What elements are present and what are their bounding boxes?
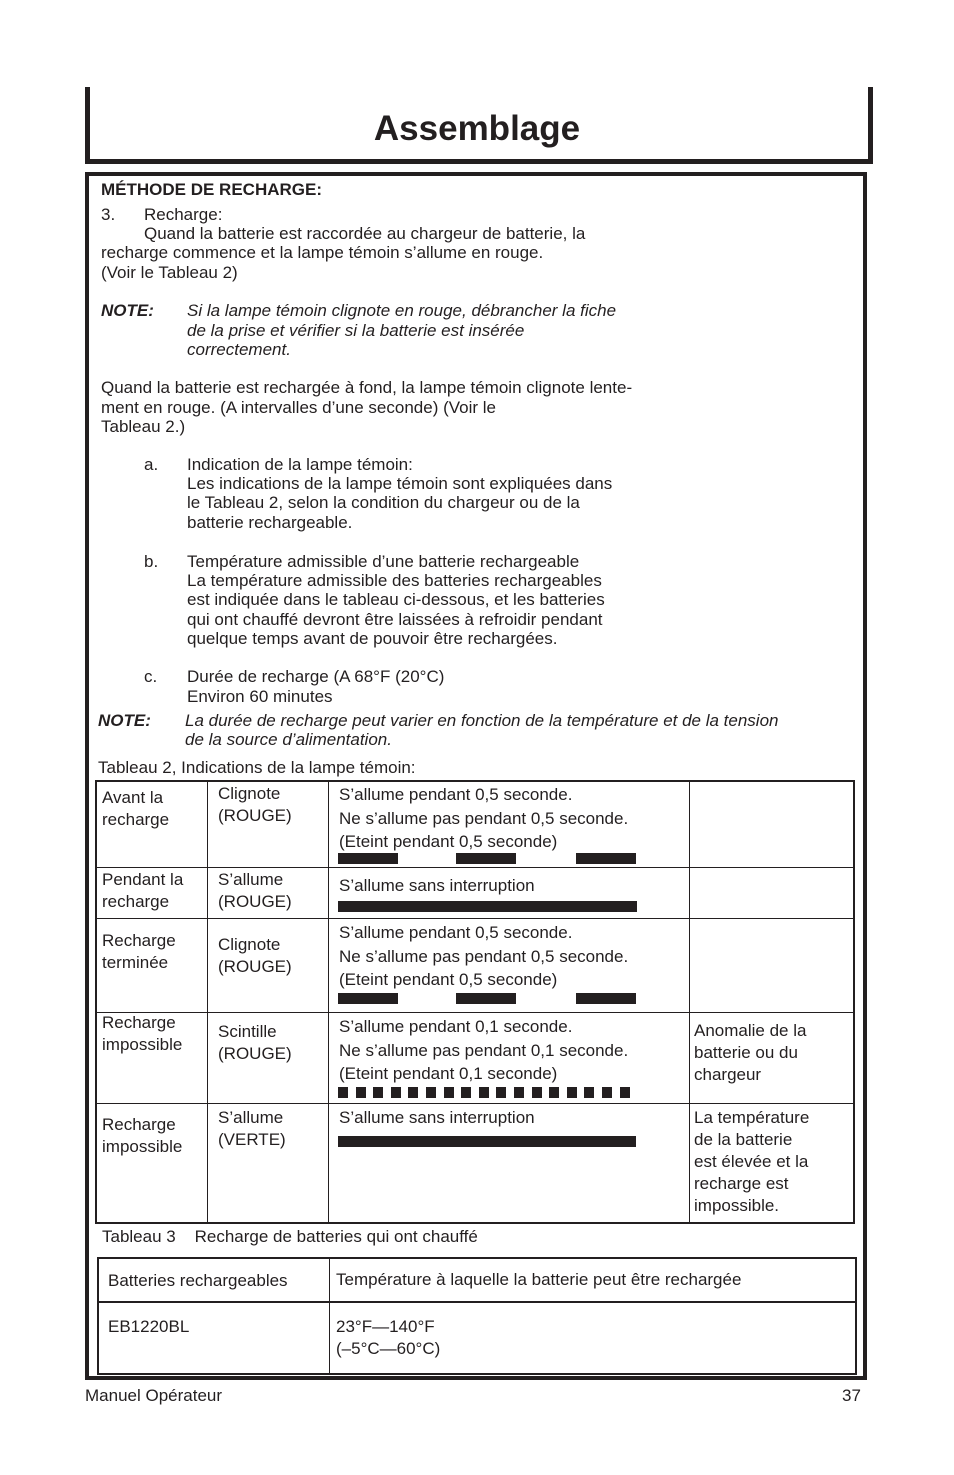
- step-line: Quand la batterie est raccordée au chargeur de batterie, la: [144, 224, 586, 243]
- column-divider: [689, 782, 690, 1222]
- paragraph-line: Quand la batterie est rechargée à fond, la lampe témoin clignote lente-: [101, 378, 633, 397]
- lamp-flicker-dash: [532, 1087, 542, 1098]
- desc-cell: S’allume sans interruption: [339, 876, 535, 895]
- paragraph-line: Tableau 2.): [101, 417, 186, 436]
- column-divider: [329, 1259, 330, 1373]
- item-line: Environ 60 minutes: [187, 687, 333, 706]
- method-heading: MÉTHODE DE RECHARGE:: [101, 180, 323, 199]
- table2-caption: Tableau 2, Indications de la lampe témoin:: [98, 758, 416, 777]
- item-line: Les indications de la lampe témoin sont expliquées dans: [187, 474, 613, 493]
- desc-cell: S’allume pendant 0,5 seconde. Ne s’allume pas pendant 0,5 seconde. (Eteint pendant 0,5 seconde): [339, 923, 629, 989]
- lamp-flicker-dash: [426, 1087, 436, 1098]
- page-title: Assemblage: [373, 109, 581, 148]
- item-letter: b.: [144, 552, 159, 571]
- desc-cell: S’allume pendant 0,5 seconde. Ne s’allume pas pendant 0,5 seconde. (Eteint pendant 0,5 seconde): [339, 785, 629, 851]
- note-line: La durée de recharge peut varier en fonction de la température et de la tension: [185, 711, 779, 730]
- row-divider: [97, 1012, 853, 1013]
- note-line: correctement.: [187, 340, 291, 359]
- item-line: le Tableau 2, selon la condition du chargeur ou de la: [187, 493, 580, 512]
- lamp-on-segment: [338, 853, 398, 864]
- desc-cell: S’allume sans interruption: [339, 1108, 535, 1127]
- item-line: Indication de la lampe témoin:: [187, 455, 413, 474]
- step-number: 3.: [101, 205, 116, 224]
- footer-title: Manuel Opérateur: [85, 1386, 223, 1405]
- state-cell: Recharge impossible: [102, 1115, 183, 1156]
- lamp-flicker-dash: [602, 1087, 612, 1098]
- lamp-on-segment: [456, 853, 516, 864]
- step-line: recharge commence et la lampe témoin s’allume en rouge.: [101, 243, 544, 262]
- lamp-on-segment: [576, 993, 636, 1004]
- lamp-flicker-dash: [356, 1087, 366, 1098]
- column-divider: [328, 782, 329, 1222]
- indicator-table: [95, 780, 855, 1224]
- desc-cell: S’allume pendant 0,1 seconde. Ne s’allume pas pendant 0,1 seconde. (Eteint pendant 0,1 seconde): [339, 1017, 629, 1083]
- lamp-flicker-dash: [620, 1087, 630, 1098]
- row-divider: [99, 1301, 855, 1303]
- item-line: est indiquée dans le tableau ci-dessous, et les batteries: [187, 590, 605, 609]
- lamp-on-segment: [456, 993, 516, 1004]
- temperature-table: [97, 1257, 857, 1375]
- lamp-flicker-dash: [338, 1087, 348, 1098]
- item-letter: a.: [144, 455, 159, 474]
- step-line: (Voir le Tableau 2): [101, 263, 238, 282]
- column-divider: [207, 782, 208, 1222]
- lamp-flicker-dash: [567, 1087, 577, 1098]
- item-line: La température admissible des batteries rechargeables: [187, 571, 602, 590]
- battery-model: EB1220BL: [108, 1317, 190, 1336]
- state-cell: Avant la recharge: [102, 788, 170, 829]
- lamp-steady-bar: [338, 1136, 636, 1147]
- page-number: 37: [842, 1386, 861, 1405]
- item-line: Durée de recharge (A 68°F (20°C): [187, 667, 445, 686]
- note-line: Si la lampe témoin clignote en rouge, débrancher la fiche: [187, 301, 617, 320]
- remark-cell: La température de la batterie est élevée et la recharge est impossible.: [694, 1108, 810, 1215]
- lamp-flicker-dash: [479, 1087, 489, 1098]
- temperature-range: 23°F—140°F (–5°C—60°C): [336, 1317, 441, 1358]
- lamp-cell: S’allume (ROUGE): [218, 870, 292, 911]
- note-label: NOTE:: [98, 711, 151, 730]
- lamp-cell: S’allume (VERTE): [218, 1108, 286, 1149]
- lamp-flicker-dash: [549, 1087, 559, 1098]
- lamp-flicker-dash: [444, 1087, 454, 1098]
- table3-header: Température à laquelle la batterie peut être rechargée: [336, 1270, 742, 1289]
- lamp-flicker-dash: [514, 1087, 524, 1098]
- lamp-flicker-dash: [584, 1087, 594, 1098]
- lamp-flicker-dash: [461, 1087, 471, 1098]
- note-line: de la prise et vérifier si la batterie est insérée: [187, 321, 525, 340]
- item-line: batterie rechargeable.: [187, 513, 353, 532]
- state-cell: Recharge impossible: [102, 1013, 183, 1054]
- item-line: qui ont chauffé devront être laissées à refroidir pendant: [187, 610, 603, 629]
- note-label: NOTE:: [101, 301, 154, 320]
- step-label: Recharge:: [144, 205, 223, 224]
- paragraph-line: ment en rouge. (A intervalles d’une seconde) (Voir le: [101, 398, 497, 417]
- item-line: quelque temps avant de pouvoir être rechargées.: [187, 629, 558, 648]
- lamp-on-segment: [576, 853, 636, 864]
- lamp-cell: Scintille (ROUGE): [218, 1022, 292, 1063]
- state-cell: Recharge terminée: [102, 931, 176, 972]
- row-divider: [97, 1103, 853, 1104]
- lamp-flicker-dash: [496, 1087, 506, 1098]
- state-cell: Pendant la recharge: [102, 870, 184, 911]
- remark-cell: Anomalie de la batterie ou du chargeur: [694, 1021, 807, 1084]
- lamp-cell: Clignote (ROUGE): [218, 935, 292, 976]
- item-line: Température admissible d’une batterie rechargeable: [187, 552, 580, 571]
- lamp-cell: Clignote (ROUGE): [218, 784, 292, 825]
- lamp-flicker-dash: [373, 1087, 383, 1098]
- table3-header: Batteries rechargeables: [108, 1271, 288, 1290]
- item-letter: c.: [144, 667, 158, 686]
- lamp-flicker-dash: [408, 1087, 418, 1098]
- row-divider: [97, 918, 853, 919]
- table3-caption: Tableau 3 Recharge de batteries qui ont chauffé: [102, 1227, 478, 1246]
- lamp-on-segment: [338, 993, 398, 1004]
- lamp-steady-bar: [338, 901, 637, 912]
- row-divider: [97, 867, 853, 868]
- lamp-flicker-dash: [391, 1087, 401, 1098]
- note-line: de la source d’alimentation.: [185, 730, 392, 749]
